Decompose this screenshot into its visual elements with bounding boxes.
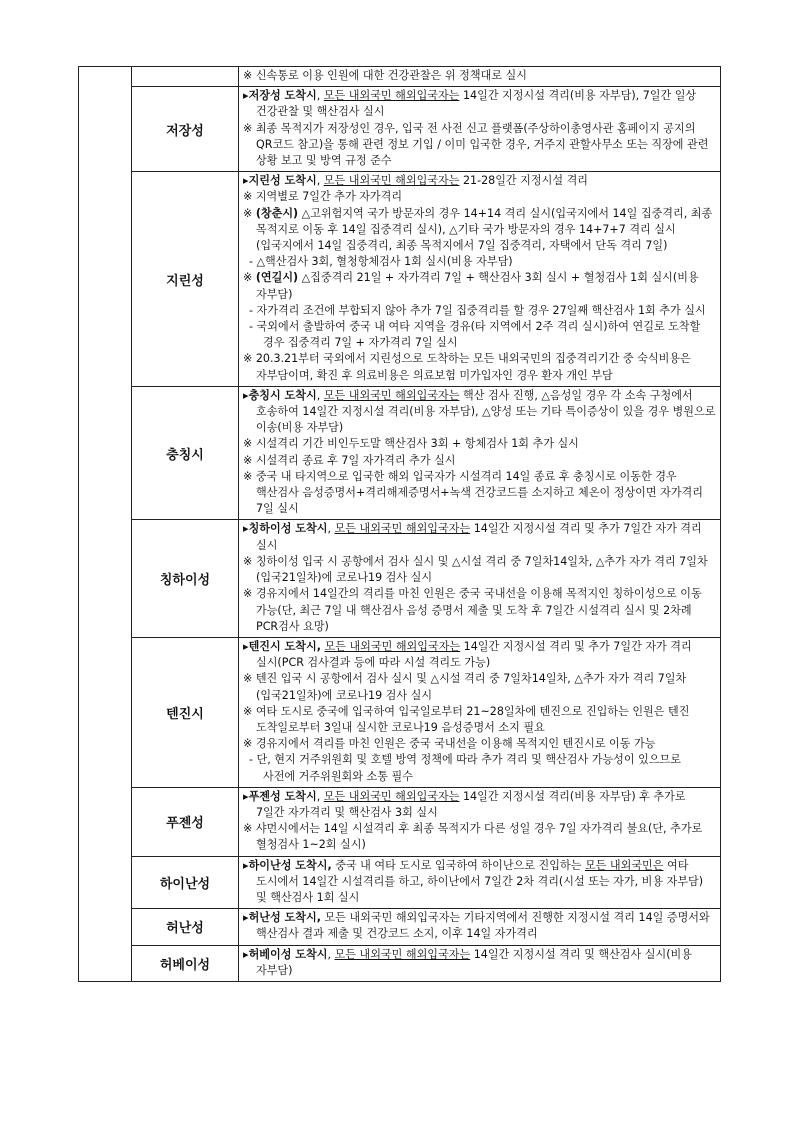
underlined-text: 모든 내외국민은 (584, 858, 664, 872)
text-run: 21-28일간 지정시설 격리 (459, 174, 589, 188)
policy-line (243, 821, 716, 853)
text-run: ※ 신속통로 이용 인원에 대한 건강관찰은 위 정책대로 실시 (243, 69, 527, 82)
text-run: , (316, 789, 324, 803)
table-row (79, 87, 721, 172)
text-run: - 단, 현지 거주위원회 및 호텔 방역 정책에 따라 추가 격리 및 핵산검사 가능성이 있으므로 사전에 거주위원회와 소통 필수 (249, 753, 685, 783)
text-run: 모든 내외국민 해외입국자는 기타지역에서 진행한 지정시설 격리 14일 증명서와 핵산검사 결과 제출 및 건강코드 소지, 이후 14일 자가격리 (256, 911, 714, 941)
blank-left-column (79, 67, 132, 982)
text-run: ※ 시설격리 기간 비인두도말 핵산검사 3회 + 항체검사 1회 추가 실시 (243, 437, 579, 451)
text-run: ※ 여타 도시로 중국에 입국하여 입국일로부터 21~28일차에 텐진으로 진입하는 인원은 텐진 도착일로부터 3일내 실시한 코로나19 음성증명서 소지 필요 (243, 704, 693, 734)
text-run: , (316, 174, 324, 188)
text-run: - 자가격리 조건에 부합되지 않아 추가 7일 집중격리를 할 경우 27일째 핵산검사 1회 추가 실시 (249, 303, 706, 317)
text-run: ※ 텐진 입국 시 공항에서 검사 실시 및 △시설 격리 중 7일차14일차, △추가 자가 격리 7일차(입국21일차)에 코로나19 검사 실시 (243, 672, 687, 702)
policy-content (239, 87, 721, 172)
bold-text: ▸칭하이성 도착시 (243, 522, 328, 536)
underlined-text: 모든 내외국민 해외입국자는 (323, 89, 460, 103)
text-run: 14일간 지정시설 격리 및 추가 7일간 자가 격리 실시(PCR 검사결과 등에 따라 시설 격리도 가능) (256, 639, 696, 670)
policy-line (243, 586, 716, 635)
policy-content (239, 787, 721, 856)
table-row (79, 386, 721, 520)
text-run: ※ 경유지에서 14일간의 격리를 마친 인원은 중국 국내선을 이용해 목적지인 칭하이성으로 이동 가능(단, 최근 7일 내 핵산검사 음성 증명서 제출 및 도착 후 7일간 시설격리 실시 및 2차례 PCR검사 요망) (243, 587, 706, 633)
policy-line (243, 752, 716, 784)
table-row (79, 67, 721, 87)
policy-line (243, 521, 716, 553)
text-run: ※ 20.3.21부터 국외에서 지린성으로 도착하는 모든 내외국민의 집중격리기간 중 숙식비용은 자부담이며, 확진 후 의료비용은 의료보험 미가입자인 경우 환자 개인 부담 (243, 352, 695, 382)
policy-line (243, 121, 716, 170)
policy-line (243, 351, 716, 383)
policy-content (239, 637, 721, 787)
table-body (79, 67, 721, 982)
policy-line (243, 704, 716, 736)
policy-line (243, 68, 716, 84)
policy-line (243, 789, 716, 821)
text-run: - △핵산검사 3회, 혈청항체검사 1회 실시(비용 자부담) (249, 255, 513, 269)
text-run: ※ 샤먼시에서는 14일 시설격리 후 최종 목적지가 다른 성일 경우 7일 자가격리 불요(단, 추가로 혈청검사 1~2회 실시) (243, 822, 706, 852)
text-run: 14일간 지정시설 격리 및 추가 7일간 자가 격리 실시 (256, 522, 706, 552)
policy-content (239, 67, 721, 87)
text-run: ※ (243, 206, 256, 220)
policy-line (243, 671, 716, 703)
region-name: 하이난성 (132, 856, 239, 909)
policy-line (243, 910, 716, 942)
text-run: ※ 최종 목적지가 저장성인 경우, 입국 전 사전 신고 플랫폼(주상하이총영사관 홈페이지 공지의 QR코드 참고)을 통해 관련 정보 기입 / 이미 입국한 경우, 거주지 관할사무소 또는 직장에 관련 상황 보고 및 방역 규정 준수 (243, 121, 713, 168)
table-row (79, 637, 721, 787)
policy-line (243, 554, 716, 586)
text-run: ※ (243, 271, 256, 285)
policy-content (239, 945, 721, 981)
policy-content (239, 172, 721, 387)
underlined-text: 모든 내외국민 해외입국자는 (323, 174, 460, 188)
table-row (79, 945, 721, 981)
bold-text: ▸텐진시 도착시, (243, 639, 321, 653)
region-name: 푸젠성 (132, 787, 239, 856)
text-run: ※ 중국 내 타지역으로 입국한 해외 입국자가 시설격리 14일 종료 후 충칭시로 이동한 경우 핵산검사 음성증명서+격리해제증명서+녹색 건강코드를 소지하고 체온이 정상이면 자가격리 7일 실시 (243, 469, 707, 516)
text-run: 14일간 지정시설 격리 및 핵산검사 실시(비용 자부담) (256, 947, 696, 977)
underlined-text: 모든 내외국민 해외입국자는 (323, 789, 460, 803)
policy-line (243, 254, 716, 270)
region-name: 저장성 (132, 87, 239, 172)
region-name: 칭하이성 (132, 520, 239, 637)
bold-text: (창춘시) (255, 206, 299, 220)
policy-line (243, 270, 716, 302)
text-run: 여타 도시에서 14일간 시설격리를 하고, 하이난에서 7일간 2차 격리(시설 또는 자가, 비용 자부담) 및 핵산검사 1회 실시 (256, 858, 707, 904)
policy-line (243, 88, 716, 120)
policy-line (243, 303, 716, 319)
underlined-text: 모든 내외국민 해외입국자는 (324, 639, 461, 653)
policy-line (243, 947, 716, 979)
policy-line (243, 189, 716, 205)
quarantine-policy-table (78, 66, 721, 982)
policy-content (239, 909, 721, 945)
bold-text: ▸충칭시 도착시 (243, 388, 317, 402)
text-run: ※ 시설격리 종료 후 7일 자가격리 추가 실시 (243, 453, 456, 467)
text-run: , (316, 388, 324, 402)
policy-line (243, 319, 716, 351)
region-name: 텐진시 (132, 637, 239, 787)
policy-line (243, 639, 716, 671)
policy-line (243, 388, 719, 437)
table-row (79, 909, 721, 945)
underlined-text: 모든 내외국민 해외입국자는 (323, 388, 460, 402)
bold-text: ▸푸젠성 도착시 (243, 789, 317, 803)
policy-line (243, 469, 716, 518)
bold-text: ▸허난성 도착시, (243, 911, 321, 925)
text-run: - 국외에서 출발하여 중국 내 여타 지역을 경유(타 지역에서 2주 격리 실시)하여 연길로 도착할 경우 집중격리 7일 + 자가격리 7일 실시 (249, 320, 704, 350)
text-run: △집중격리 21일 + 자가격리 7일 + 핵산검사 3회 실시 + 혈청검사 1회 실시(비용 자부담) (256, 271, 703, 301)
table-row (79, 787, 721, 856)
region-name: 충칭시 (132, 386, 239, 520)
policy-content (239, 856, 721, 909)
text-run: , (327, 947, 335, 961)
policy-line (243, 436, 716, 452)
underlined-text: 모든 내외국민 해외입국자는 (334, 947, 471, 961)
text-run: ※ 경유지에서 격리를 마친 인원은 중국 국내선을 이용해 목적지인 텐진시로 이동 가능 (243, 737, 656, 751)
text-run: 중국 내 여타 도시로 입국하여 하이난으로 진입하는 (331, 858, 585, 872)
region-name: 허난성 (132, 909, 239, 945)
table-row (79, 172, 721, 387)
underlined-text: 모든 내외국민 해외입국자는 (334, 522, 471, 536)
table-row (79, 520, 721, 637)
text-run: ※ 칭하이성 입국 시 공항에서 검사 실시 및 △시설 격리 중 7일차14일차, △추가 자가 격리 7일차(입국21일차)에 코로나19 검사 실시 (243, 554, 708, 585)
region-name (132, 67, 239, 87)
policy-line (243, 858, 716, 907)
bold-text: ▸허베이성 도착시 (243, 947, 328, 961)
policy-line (243, 206, 716, 255)
policy-content (239, 386, 721, 520)
text-run: △고위험지역 국가 방문자의 경우 14+14 격리 실시(입국지에서 14일 집중격리, 최종 목적지로 이동 후 14일 집중격리 실시), △기타 국가 방문자의 경우 14+7+7 격리 실시(입국지에서 14일 집중격리, 최종 목적지에서 7일 집중격리, 자택에서 단독 격리 7일) (256, 206, 716, 253)
text-run: ※ 지역별로 7일간 추가 자가격리 (243, 190, 403, 204)
text-run: , (316, 89, 324, 103)
text-run: 14일간 지정시설 격리(비용 자부담), 7일간 일상 건강관찰 및 핵산검사 실시 (256, 89, 700, 119)
bold-text: ▸지린성 도착시 (243, 174, 317, 188)
policy-content (239, 520, 721, 637)
text-run: 14일간 지정시설 격리(비용 자부담) 후 추가로 7일간 자가격리 및 핵산검사 3회 실시 (256, 789, 690, 819)
bold-text: (연길시) (255, 271, 299, 285)
policy-line (243, 173, 716, 189)
region-name: 허베이성 (132, 945, 239, 981)
policy-line (243, 736, 716, 752)
bold-text: ▸저장성 도착시 (243, 89, 317, 103)
table-row (79, 856, 721, 909)
policy-line (243, 453, 716, 469)
text-run: 핵산 검사 진행, △음성일 경우 각 소속 구청에서 호송하여 14일간 지정시설 격리(비용 자부담), △양성 또는 기타 특이증상이 있을 경우 병원으로 이송(비용 자부담) (256, 388, 719, 435)
region-name: 지린성 (132, 172, 239, 387)
bold-text: ▸하이난성 도착시, (243, 858, 332, 872)
text-run: , (327, 522, 335, 536)
